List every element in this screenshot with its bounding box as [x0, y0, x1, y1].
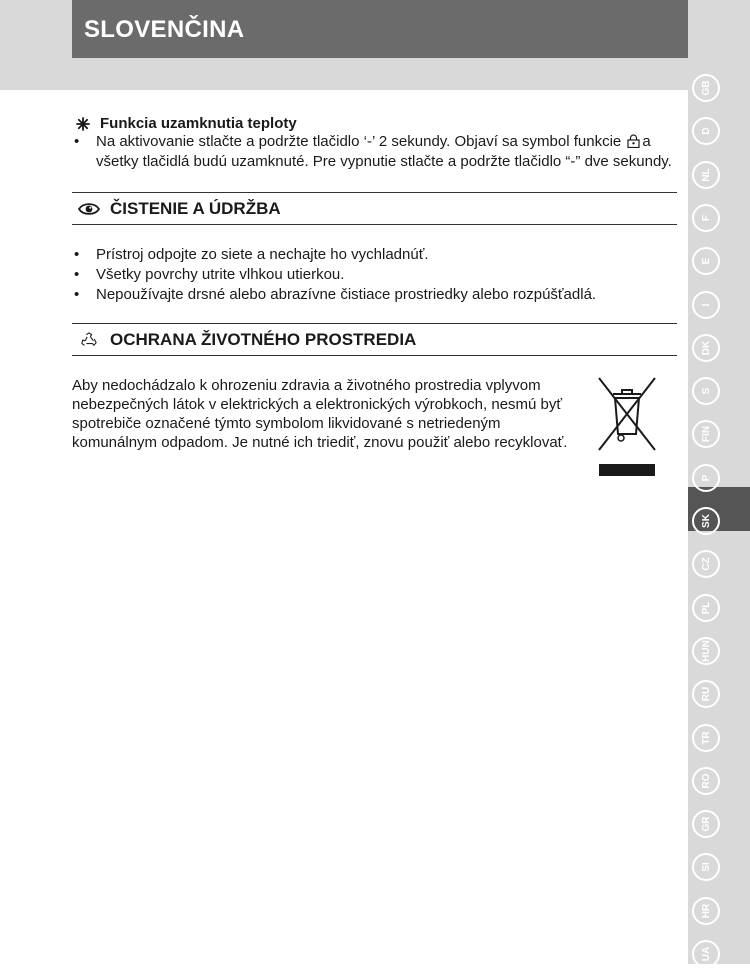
- snowflake-star-icon: [76, 117, 90, 131]
- language-tab-label: S: [700, 387, 712, 395]
- language-tab-label: HUN: [700, 640, 712, 662]
- cleaning-heading: [72, 192, 677, 225]
- language-tab-i[interactable]: [692, 291, 720, 319]
- language-tab-nl[interactable]: [692, 161, 720, 189]
- content: [72, 115, 677, 506]
- environment-text: Aby nedochádzalo k ohrozeniu zdravia a životného prostredia vplyvom nebezpečných látok v elektrických a elektronických výrobkoch, nesmú byť spotrebiče označené týmto symbolom likvidované s netriedeným komunálnym odpadom. Je nutné ich triediť, znovu použiť alebo recyklovať.: [72, 377, 568, 451]
- page-title: SLOVENČINA: [84, 16, 245, 43]
- cleaning-bullet-text: Všetky povrchy utrite vlhkou utierkou.: [96, 266, 345, 283]
- language-tab-e[interactable]: [692, 247, 720, 275]
- cleaning-bullet-text: Prístroj odpojte zo siete a nechajte ho vychladnúť.: [96, 246, 429, 263]
- language-tab-label: DK: [700, 340, 712, 356]
- padlock-icon: [627, 134, 640, 148]
- language-tab-gr[interactable]: [692, 810, 720, 838]
- language-tab-tr[interactable]: [692, 724, 720, 752]
- language-tab-label: I: [700, 303, 712, 306]
- language-tab-label: RU: [700, 686, 712, 702]
- eye-icon: [78, 201, 100, 217]
- bullet-dot: •: [74, 286, 80, 303]
- temperature-lock-heading: [72, 115, 677, 132]
- temperature-lock-text: [96, 132, 677, 172]
- language-tab-ru[interactable]: [692, 680, 720, 708]
- language-tab-label: P: [700, 474, 712, 482]
- language-tab-p[interactable]: [692, 464, 720, 492]
- language-tab-label: UA: [700, 946, 712, 962]
- list-item: [72, 285, 677, 305]
- language-tab-label: RO: [700, 773, 712, 789]
- language-tab-dk[interactable]: [692, 334, 720, 362]
- temperature-lock-bullet: [72, 132, 677, 172]
- language-tab-s[interactable]: [692, 377, 720, 405]
- language-tab-label: D: [700, 127, 712, 135]
- cleaning-bullet-text: Nepoužívajte drsné alebo abrazívne čistiace prostriedky alebo rozpúšťadlá.: [96, 286, 597, 303]
- bullet-dot: •: [74, 266, 80, 283]
- language-tab-label: SI: [700, 862, 712, 873]
- recycle-icon: [78, 332, 100, 348]
- temperature-lock-title: Funkcia uzamknutia teploty: [100, 115, 297, 132]
- temperature-lock-text-before: Na aktivovanie stlačte a podržte tlačidlo ‘-’ 2 sekundy. Objaví sa symbol funkcie: [96, 133, 622, 150]
- environment-title: OCHRANA ŽIVOTNÉHO PROSTREDIA: [110, 329, 417, 349]
- language-tab-sk[interactable]: [692, 507, 720, 535]
- title-bar: [72, 0, 688, 58]
- language-tab-label: GR: [700, 816, 712, 832]
- language-tab-label: FIN: [700, 426, 712, 443]
- language-tab-label: SK: [700, 514, 712, 528]
- list-item: [72, 265, 677, 285]
- language-tab-hr[interactable]: [692, 897, 720, 925]
- language-tab-hun[interactable]: [692, 637, 720, 665]
- language-tab-label: GB: [700, 80, 712, 96]
- environment-block: [72, 376, 677, 506]
- language-tab-label: HR: [700, 903, 712, 918]
- crossed-out-bin-icon: [597, 372, 657, 478]
- environment-heading: [72, 323, 677, 356]
- temperature-lock-text-after: a všetky tlačidlá budú uzamknuté. Pre vypnutie stlačte a podržte tlačidlo “-” dve sekundy.: [96, 133, 672, 170]
- language-tab-gb[interactable]: [692, 74, 720, 102]
- language-tab-label: NL: [700, 167, 712, 182]
- cleaning-bullets: [72, 245, 677, 305]
- language-tab-label: E: [700, 257, 712, 265]
- language-tab-f[interactable]: [692, 204, 720, 232]
- language-tab-label: PL: [700, 601, 712, 614]
- bullet-dot: •: [74, 246, 80, 263]
- cleaning-title: ČISTENIE A ÚDRŽBA: [110, 198, 281, 218]
- language-tab-label: TR: [700, 730, 712, 745]
- language-tab-label: CZ: [700, 557, 712, 571]
- language-tab-ro[interactable]: [692, 767, 720, 795]
- list-item: [72, 245, 677, 265]
- language-tab-label: F: [700, 214, 712, 221]
- bullet-dot: •: [74, 133, 80, 150]
- language-tab-pl[interactable]: [692, 594, 720, 622]
